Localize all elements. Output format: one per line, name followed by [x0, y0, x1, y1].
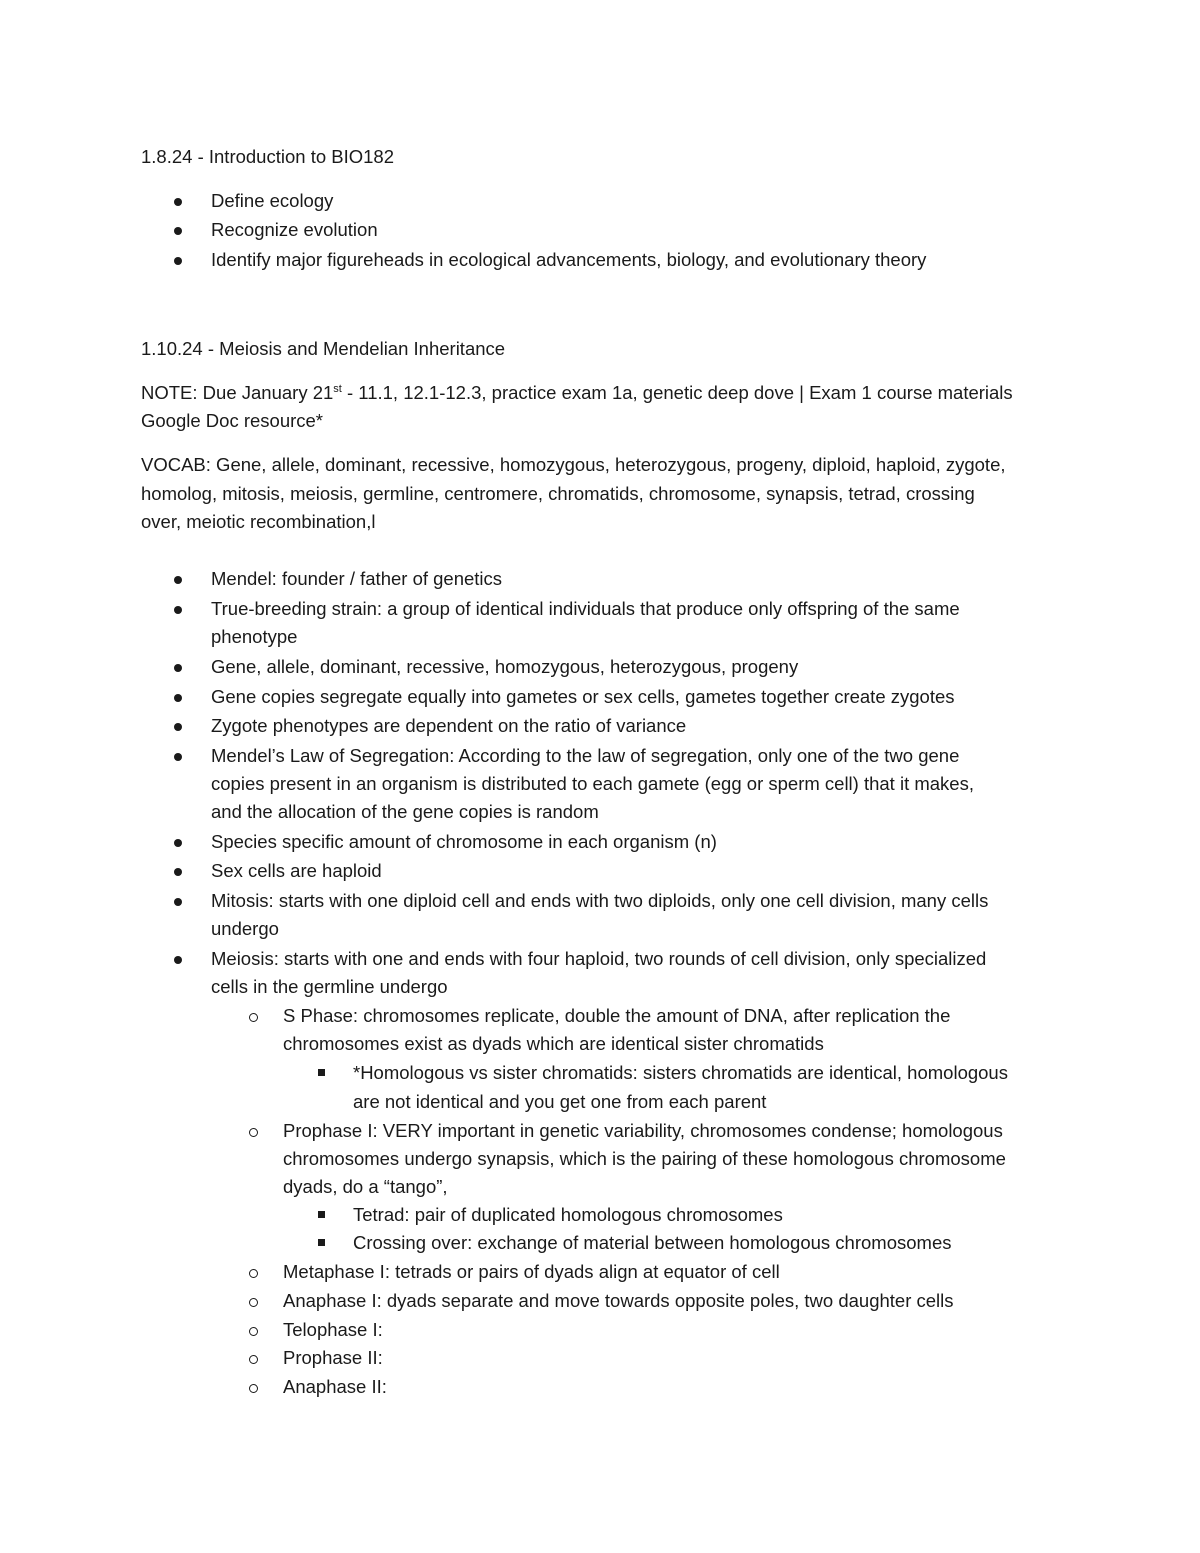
list-item-continued: cells in the germline undergo [211, 976, 448, 997]
list-item-continued: copies present in an organism is distributed to each gamete (egg or sperm cell) that it makes, [211, 773, 974, 794]
bullet-dot [174, 753, 182, 761]
list-item-continued: undergo [211, 918, 279, 939]
sub-bullet-circle [249, 1327, 258, 1336]
sub-sub-list-item: Crossing over: exchange of material between homologous chromosomes [353, 1232, 952, 1253]
list-item: Mendel’s Law of Segregation: According to the law of segregation, only one of the two gene [211, 745, 960, 766]
list-item: Sex cells are haploid [211, 860, 382, 881]
sub-bullet-circle [249, 1298, 258, 1307]
sub-bullet-circle [249, 1013, 258, 1022]
sub-bullet-circle [249, 1128, 258, 1137]
sub-sub-bullet-square [318, 1069, 325, 1076]
sub-sub-bullet-square [318, 1239, 325, 1246]
list-item-continued: phenotype [211, 626, 298, 647]
sub-sub-list-item: *Homologous vs sister chromatids: sisters chromatids are identical, homologous [353, 1062, 1008, 1083]
sub-list-item-continued: chromosomes exist as dyads which are identical sister chromatids [283, 1033, 824, 1054]
list-item: Mendel: founder / father of genetics [211, 568, 503, 589]
bullet-dot [174, 956, 182, 964]
list-item: Meiosis: starts with one and ends with four haploid, two rounds of cell division, only specialized [211, 948, 987, 969]
bullet-dot [174, 257, 182, 265]
sub-list-item: Prophase I: VERY important in genetic variability, chromosomes condense; homologous [283, 1120, 1003, 1141]
list-item: Species specific amount of chromosome in each organism (n) [211, 831, 717, 852]
vocab-line: homolog, mitosis, meiosis, germline, centromere, chromatids, chromosome, synapsis, tetrad, crossing [141, 483, 975, 504]
sub-list-item-continued: chromosomes undergo synapsis, which is the pairing of these homologous chromosome [283, 1148, 1006, 1169]
sub-list-item: Metaphase I: tetrads or pairs of dyads align at equator of cell [283, 1261, 780, 1282]
sub-list-item: Anaphase I: dyads separate and move towards opposite poles, two daughter cells [283, 1290, 954, 1311]
bullet-dot [174, 227, 182, 235]
list-item: Define ecology [211, 190, 334, 211]
bullet-dot [174, 606, 182, 614]
bullet-dot [174, 868, 182, 876]
note-prefix: NOTE: Due January 21 [141, 382, 334, 403]
sub-list-item: Anaphase II: [283, 1376, 387, 1397]
sub-list-item: Telophase I: [283, 1319, 383, 1340]
sub-sub-list-item-continued: are not identical and you get one from each parent [353, 1091, 767, 1112]
list-item: True-breeding strain: a group of identical individuals that produce only offspring of the same [211, 598, 960, 619]
sub-sub-bullet-square [318, 1211, 325, 1218]
bullet-dot [174, 664, 182, 672]
sub-list-item: S Phase: chromosomes replicate, double the amount of DNA, after replication the [283, 1005, 951, 1026]
bullet-dot [174, 694, 182, 702]
section-heading-intro: 1.8.24 - Introduction to BIO182 [141, 146, 394, 167]
list-item: Identify major figureheads in ecological advancements, biology, and evolutionary theory [211, 249, 927, 270]
note-superscript: st [333, 383, 342, 395]
note-line [141, 384, 1013, 403]
list-item: Mitosis: starts with one diploid cell and ends with two diploids, only one cell division, many cells [211, 890, 989, 911]
bullet-dot [174, 898, 182, 906]
sub-list-item: Prophase II: [283, 1347, 383, 1368]
vocab-line: over, meiotic recombination,l [141, 511, 376, 532]
bullet-dot [174, 723, 182, 731]
vocab-line: VOCAB: Gene, allele, dominant, recessive, homozygous, heterozygous, progeny, diploid, haploid, zygote, [141, 454, 1006, 475]
list-item: Recognize evolution [211, 219, 378, 240]
bullet-dot [174, 839, 182, 847]
sub-list-item-continued: dyads, do a “tango”, [283, 1176, 448, 1197]
note-suffix: - 11.1, 12.1-12.3, practice exam 1a, genetic deep dove | Exam 1 course materials [341, 382, 1013, 403]
list-item: Zygote phenotypes are dependent on the ratio of variance [211, 715, 687, 736]
note-line-2: Google Doc resource* [141, 410, 324, 431]
list-item: Gene copies segregate equally into gametes or sex cells, gametes together create zygotes [211, 686, 955, 707]
bullet-dot [174, 576, 182, 584]
sub-sub-list-item: Tetrad: pair of duplicated homologous chromosomes [353, 1204, 783, 1225]
sub-bullet-circle [249, 1384, 258, 1393]
list-item: Gene, allele, dominant, recessive, homozygous, heterozygous, progeny [211, 656, 799, 677]
section-heading-meiosis: 1.10.24 - Meiosis and Mendelian Inheritance [141, 338, 506, 359]
list-item-continued: and the allocation of the gene copies is random [211, 801, 599, 822]
sub-bullet-circle [249, 1355, 258, 1364]
sub-bullet-circle [249, 1269, 258, 1278]
bullet-dot [174, 198, 182, 206]
